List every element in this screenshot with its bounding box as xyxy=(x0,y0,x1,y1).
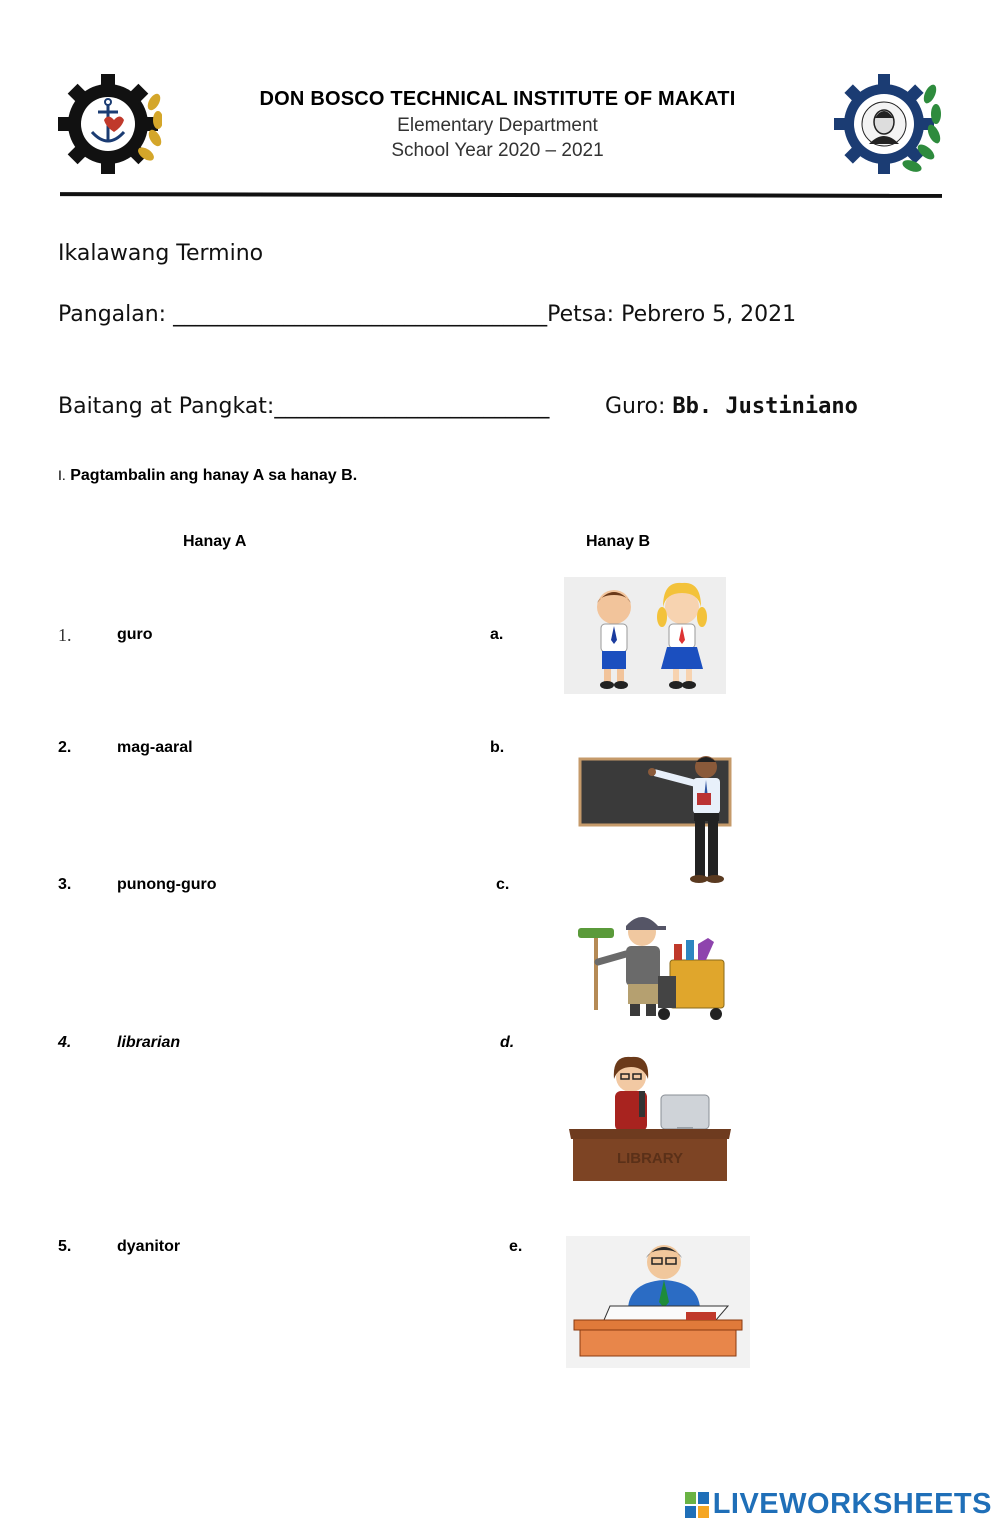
header-divider xyxy=(60,192,942,198)
picture-b[interactable] xyxy=(578,753,736,885)
column-a-header: Hanay A xyxy=(183,533,247,550)
gear-anchor-seal-icon xyxy=(58,72,162,176)
picture-e[interactable] xyxy=(566,1236,750,1368)
picture-d[interactable] xyxy=(569,1055,731,1183)
term-label: Ikalawang Termino xyxy=(58,241,264,266)
item-number: 3. xyxy=(58,876,72,893)
teacher-line xyxy=(605,394,858,419)
library-sign: LIBRARY xyxy=(616,1150,684,1167)
department-name: Elementary Department xyxy=(397,115,598,136)
item-word: punong-guro xyxy=(117,876,217,893)
picture-a[interactable] xyxy=(564,577,726,694)
liveworksheets-icon xyxy=(685,1492,709,1518)
school-year: School Year 2020 – 2021 xyxy=(391,140,604,161)
item-word: dyanitor xyxy=(117,1238,181,1255)
liveworksheets-brand xyxy=(685,1488,992,1521)
grade-line xyxy=(58,394,549,419)
item-letter: b. xyxy=(490,739,505,756)
teacher-name: Bb. Justiniano xyxy=(672,394,858,419)
instructions-number: I. xyxy=(58,467,66,483)
brand-name: LIVEWORKSHEETS xyxy=(712,1488,992,1520)
janitor-with-cart-illustration xyxy=(574,910,734,1025)
right-school-logo xyxy=(834,68,942,178)
school-name: DON BOSCO TECHNICAL INSTITUTE OF MAKATI xyxy=(259,88,736,110)
picture-c[interactable] xyxy=(574,910,734,1025)
date-label: Petsa: Pebrero 5, 2021 xyxy=(547,302,797,327)
item-letter: a. xyxy=(490,626,504,643)
instructions xyxy=(58,467,357,485)
item-word: mag-aaral xyxy=(117,739,193,756)
teacher-at-blackboard-illustration xyxy=(578,753,736,885)
grade-label: Baitang at Pangkat: xyxy=(58,394,275,419)
item-word: guro xyxy=(117,626,153,643)
item-number: 5. xyxy=(58,1238,72,1255)
item-number: 2. xyxy=(58,739,72,756)
teacher-label: Guro: xyxy=(605,394,673,419)
column-b-header: Hanay B xyxy=(586,533,651,550)
item-word: librarian xyxy=(117,1034,181,1051)
librarian-at-desk-illustration xyxy=(569,1055,731,1183)
instructions-text: Pagtambalin ang hanay A sa hanay B. xyxy=(70,467,358,484)
item-letter: d. xyxy=(500,1034,515,1051)
name-label: Pangalan: xyxy=(58,302,174,327)
grade-blank[interactable]: _________________________ xyxy=(274,394,550,419)
item-number: 4. xyxy=(58,1034,72,1051)
item-letter: e. xyxy=(509,1238,523,1255)
name-blank[interactable]: __________________________________ xyxy=(173,302,548,327)
item-number: 1. xyxy=(58,625,72,645)
name-line xyxy=(58,302,796,327)
item-letter: c. xyxy=(496,876,510,893)
don-bosco-educational-center-seal-icon xyxy=(834,68,942,178)
left-school-logo xyxy=(58,72,162,176)
principal-at-desk-illustration xyxy=(566,1236,750,1368)
students-illustration xyxy=(564,577,726,694)
